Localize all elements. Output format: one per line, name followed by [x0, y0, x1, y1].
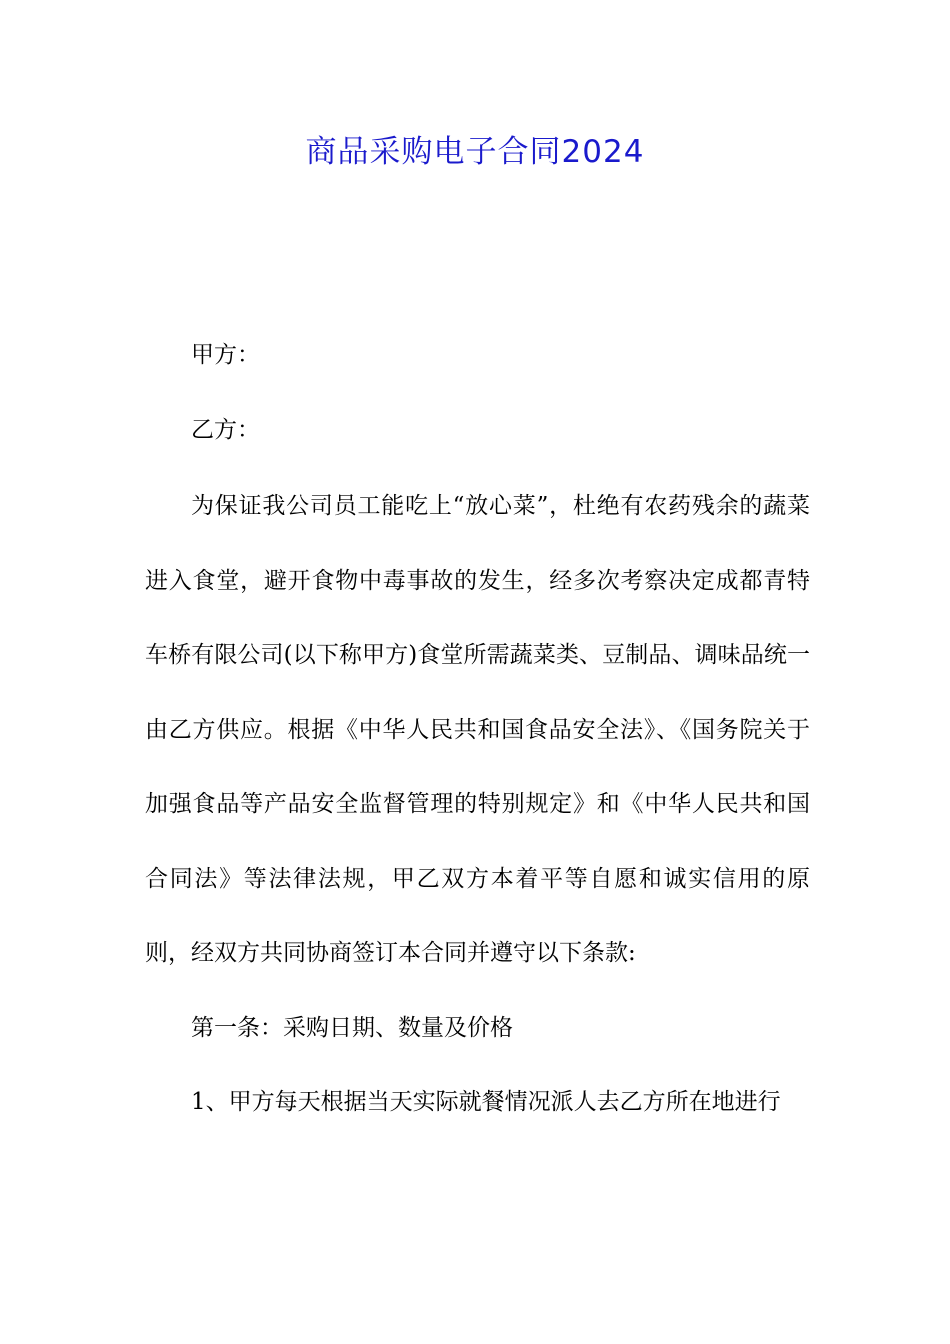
- article-1-heading: 第一条：采购日期、数量及价格: [191, 1014, 513, 1041]
- document-title: 商品采购电子合同2024: [305, 134, 645, 170]
- party-b-line: 乙方：: [191, 417, 260, 443]
- document-body: [145, 337, 810, 1140]
- party-a-line: 甲方：: [191, 342, 260, 368]
- article-1-item-1: 1、甲方每天根据当天实际就餐情况派人去乙方所在地进行: [191, 1089, 781, 1115]
- preamble-paragraph: 为保证我公司员工能吃上“放心菜”，杜绝有农药残余的蔬菜进入食堂，避开食物中毒事故的发生，经多次考察决定成都青特车桥有限公司(以下称甲方)食堂所需蔬菜类、豆制品、调味品统一由乙方供应。根据《中华人民共和国食品安全法》、《国务院关于加强食品等产品安全监督管理的特别规定》和《中华人民共和国合同法》等法律法规，甲乙双方本着平等自愿和诚实信用的原则，经双方共同协商签订本合同并遵守以下条款:: [145, 493, 810, 966]
